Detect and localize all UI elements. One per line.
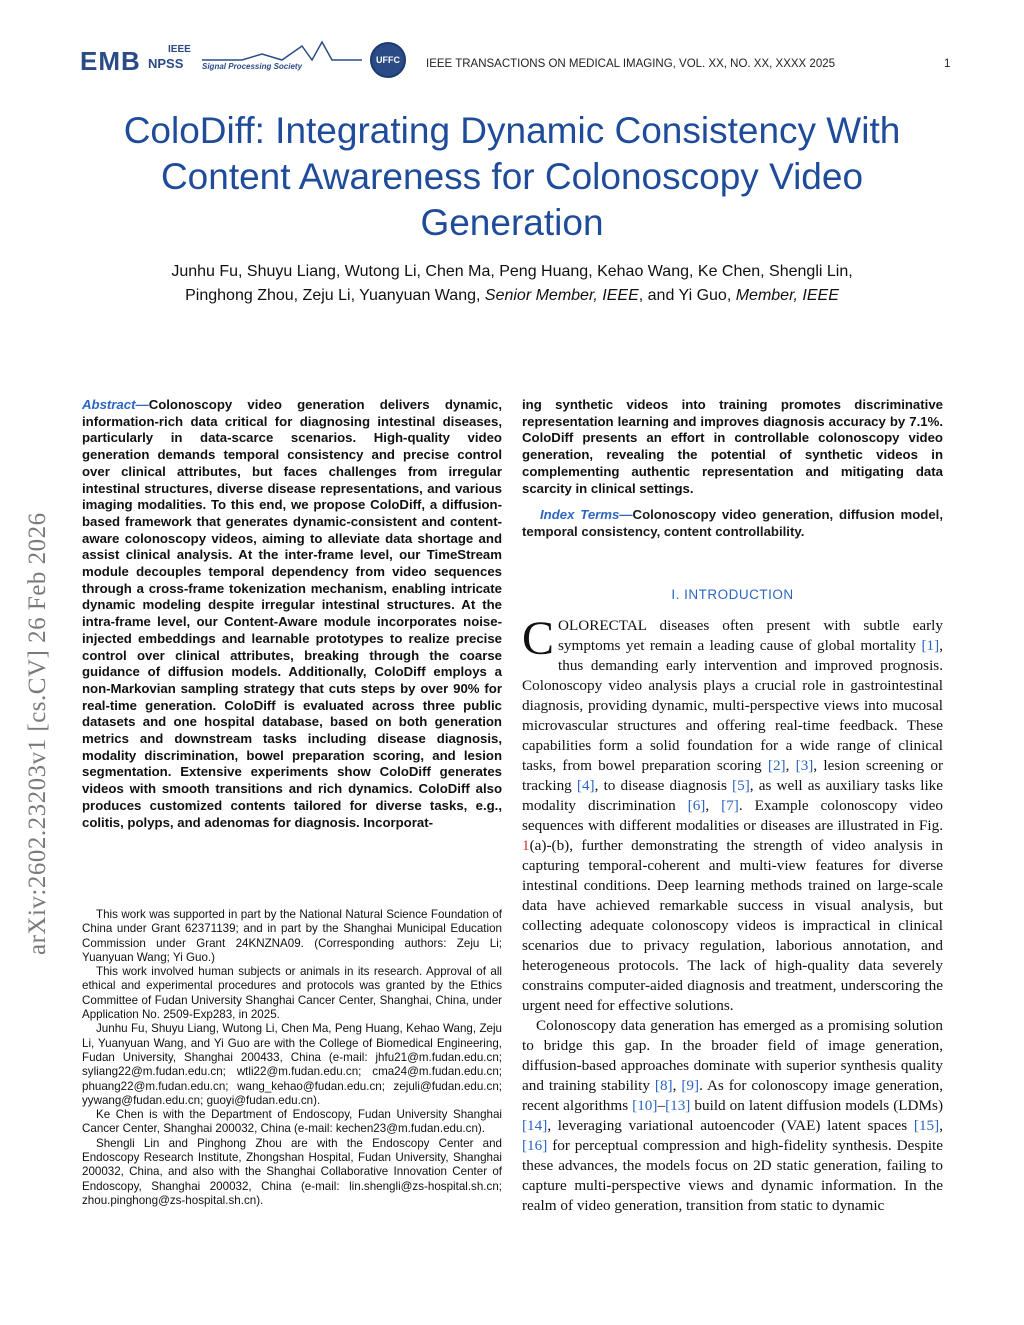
footnotes — [82, 908, 502, 1208]
index-terms — [522, 507, 943, 540]
citation-link[interactable]: [2] — [767, 756, 786, 774]
emb-logo: EMB — [80, 46, 141, 76]
index-terms-label: Index Terms— — [540, 507, 633, 523]
citation-link[interactable]: [4] — [576, 776, 595, 794]
intro-paragraph-1: COLORECTAL diseases often present with subtle early symptoms yet remain a leading cause of global mortality [1], thus demanding early intervention and improved prognosis. Colonoscopy video analysis plays a crucial role in gastrointestinal diagnosis, providing dynamic, multi-perspective views into mucosal microvascular structures and offering real-time feedback. These capabilities form a solid foundation for a wide range of clinical tasks, from bowel preparation scoring [2], [3], lesion screening or tracking [4], to disease diagnosis [5], as well as auxiliary tasks like modality discrimination [6], [7]. Example colonoscopy video sequences with different modalities or diseases are illustrated in Fig. 1(a)-(b), further demonstrating the strength of video analysis in capturing temporal-coherent and multi-view features for diverse intestinal conditions. Deep learning methods trained on large-scale data have achieved remarkable success in visual analysis, but collecting adequate colonoscopy videos is impractical in clinical scenarios due to privacy regulation, laborious annotation, and heterogeneous protocols. The lack of high-quality data severely constrains computer-aided diagnosis and treatment, underscoring the urgent need for effective solutions. — [522, 611, 944, 1014]
arxiv-stamp: arXiv:2602.23203v1 [cs.CV] 26 Feb 2026 — [24, 512, 51, 955]
introduction-body — [522, 611, 944, 1216]
right-column — [522, 397, 943, 1216]
author-line-2: Pinghong Zhou, Zeju Li, Yuanyuan Wang, Senior Member, IEEE, and Yi Guo, Member, IEEE — [185, 287, 839, 304]
citation-link[interactable]: [13] — [665, 1096, 691, 1114]
journal-header: IEEE TRANSACTIONS ON MEDICAL IMAGING, VOL. XX, NO. XX, XXXX 2025 — [426, 58, 836, 70]
citation-link[interactable]: [8] — [654, 1076, 673, 1094]
citation-link[interactable]: [7] — [721, 796, 739, 814]
citation-link[interactable]: [1] — [921, 636, 940, 654]
footnote-funding: This work was supported in part by the National Natural Science Foundation of China under Grant 62371139; and in part by the Shanghai Municipal Education Commission under Grant 24KNZNA09. (Corresponding authors: Zeju Li; Yuanyuan Wang; Yi Guo.) — [82, 908, 502, 964]
uffc-logo: UFFC — [370, 42, 406, 78]
citation-link[interactable]: [5] — [732, 776, 750, 794]
citation-link[interactable]: [3] — [795, 756, 814, 774]
figure-link[interactable]: 1 — [522, 836, 530, 854]
citation-link[interactable]: [14] — [522, 1116, 548, 1134]
sps-logo: Signal Processing Society — [202, 40, 367, 80]
intro-paragraph-2: Colonoscopy data generation has emerged as a promising solution to bridge this gap. In the broader field of image generation, diffusion-based approaches dominate with superior synthesis quality and training stability [8], [9]. As for colonoscopy image generation, recent algorithms [10]–[13] build on latent diffusion models (LDMs) [14], leveraging variational autoencoder (VAE) latent spaces [15], [16] for perceptual compression and high-fidelity synthesis. Despite these advances, the models focus on 2D static generation, failing to capture multi-perspective views and dynamic information. In the realm of video generation, transition from static to dynamic — [522, 1016, 944, 1214]
left-column — [82, 397, 502, 831]
paper-title: ColoDiff: Integrating Dynamic Consistency With Content Awareness for Colonoscopy Video Generation — [123, 110, 901, 243]
footnote-ethics: This work involved human subjects or animals in its research. Approval of all ethical and experimental procedures and protocols was granted by the Ethics Committee of Fudan University Shanghai Cancer Center, Shanghai, China, under Application No. 2509-Exp283, in 2025. — [82, 965, 502, 1022]
author-list — [92, 260, 932, 308]
abstract — [82, 397, 502, 831]
abstract-continued: ing synthetic videos into training promotes discriminative representation learning and improves diagnosis accuracy by 7.1%. ColoDiff presents an effort in controllable colonoscopy video generation, revealing the potential of synthetic videos in complementing authentic representation and mitigating data scarcity in clinical settings. — [522, 397, 943, 496]
sps-waveform-icon — [202, 40, 362, 62]
section-heading-introduction: I. INTRODUCTION — [671, 586, 794, 602]
footnote-affiliation-3: Shengli Lin and Pinghong Zhou are with the Endoscopy Center and Endoscopy Research Institute, Zhongshan Hospital, Fudan University, Shanghai 200032, China, and also with the Shanghai Collaborative Innovation Center of Endoscopy, Shanghai 200032, China (e-mail: lin.shengli@zs-hospital.sh.cn; zhou.pinghong@zs-hospital.sh.cn). — [82, 1136, 502, 1207]
abstract-label: Abstract— — [82, 397, 149, 412]
citation-link[interactable]: [10] — [632, 1096, 658, 1114]
index-terms-text: Colonoscopy video generation, diffusion model, temporal consistency, content controllability. — [522, 507, 943, 539]
page-number: 1 — [944, 58, 951, 70]
drop-cap: C — [522, 611, 555, 665]
citation-link[interactable]: [6] — [687, 796, 706, 814]
citation-link[interactable]: [15] — [913, 1116, 940, 1134]
author-line-1: Junhu Fu, Shuyu Liang, Wutong Li, Chen Ma, Peng Huang, Kehao Wang, Ke Chen, Shengli Lin, — [171, 263, 853, 280]
npss-logo: IEEE NPSS — [148, 44, 191, 71]
citation-link[interactable]: [9] — [681, 1076, 700, 1094]
abstract-text: Colonoscopy video generation delivers dynamic, information-rich data critical for diagnosing intestinal diseases, particularly in data-scarce scenarios. High-quality video generation demands temporal consistency and precise control over clinical attributes, but faces challenges from irregular intestinal structures, diverse disease representations, and various imaging modalities. To this end, we propose ColoDiff, a diffusion-based framework that generates dynamic-consistent and content-aware colonoscopy videos, aiming to alleviate data shortage and assist clinical analysis. At the inter-frame level, our TimeStream module decouples temporal dependency from video sequences through a cross-frame tokenization mechanism, enabling intricate dynamic modeling despite irregular intestinal structures. At the intra-frame level, our Content-Aware module incorporates noise-injected embeddings and learnable prototypes to realize precise control over clinical attributes, breaking through the coarse guidance of diffusion models. Additionally, ColoDiff employs a non-Markovian sampling strategy that cuts steps by over 90% for real-time generation. ColoDiff is evaluated across three public datasets and one hospital database, based on both generation metrics and downstream tasks including disease diagnosis, modality discrimination, bowel preparation scoring, and lesion segmentation. Extensive experiments show ColoDiff generates videos with smooth transitions and rich dynamics. ColoDiff also produces customized contents tailored for diverse tasks, e.g., colitis, polyps, and adenomas for diagnosis. Incorporat- — [82, 397, 502, 830]
footnote-affiliation-2: Ke Chen is with the Department of Endoscopy, Fudan University Shanghai Cancer Center, Shanghai 200032, China (e-mail: kechen23@m.fudan.edu.cn). — [82, 1108, 502, 1136]
footnote-affiliation-1: Junhu Fu, Shuyu Liang, Wutong Li, Chen Ma, Peng Huang, Kehao Wang, Zeju Li, Yuanyuan Wang, and Yi Guo are with the College of Biomedical Engineering, Fudan University, Shanghai 200433, China (e-mail: jhfu21@m.fudan.edu.cn; syliang22@m.fudan.edu.cn; wtli22@m.fudan.edu.cn; cma24@m.fudan.edu.cn; phuang22@m.fudan.edu.cn; wang_kehao@fudan.edu.cn; zejuli@fudan.edu.cn; yywang@fudan.edu.cn; guoyi@fudan.edu.cn). — [82, 1022, 502, 1107]
publisher-logos — [80, 40, 410, 85]
citation-link[interactable]: [16] — [522, 1136, 548, 1154]
